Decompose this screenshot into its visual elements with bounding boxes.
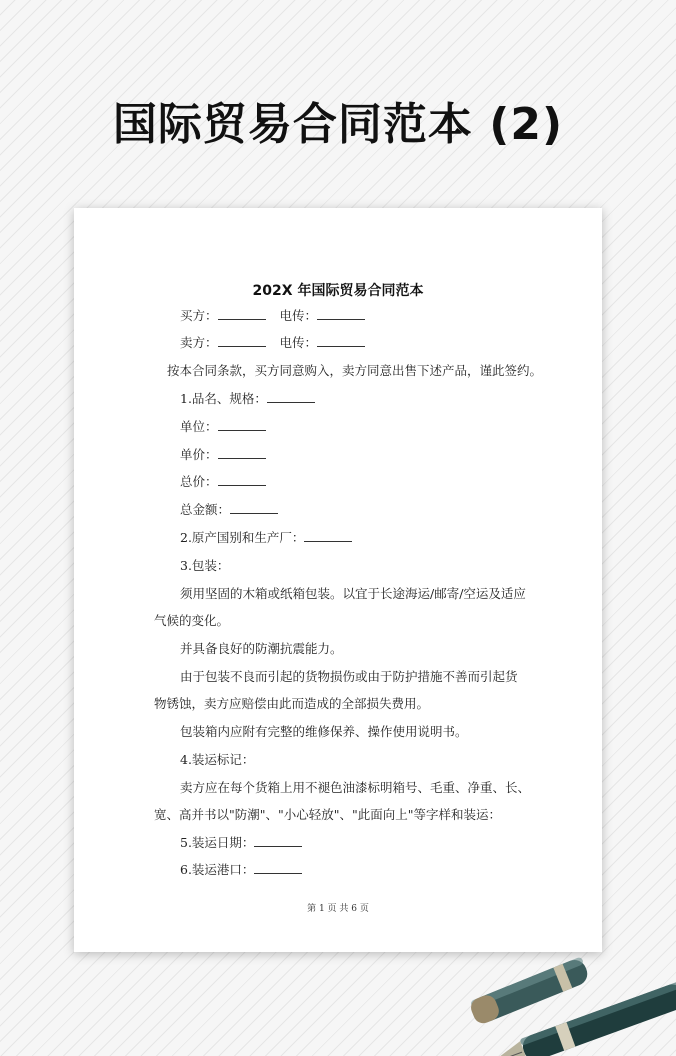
fountain-pen-image: [460, 940, 676, 1056]
page-footer: 第 1 页 共 6 页: [307, 904, 369, 914]
buyer-label: 买方：: [180, 308, 218, 323]
item-1-blank: [267, 390, 315, 403]
unit-blank: [218, 418, 266, 431]
item-5-label: 5.装运日期：: [180, 835, 255, 850]
packing-paragraph-4: 包装箱内应附有完整的维修保养、操作使用说明书。: [180, 724, 468, 739]
item-2-blank: [304, 529, 352, 542]
packing-paragraph-2: 并具备良好的防潮抗震能力。: [180, 641, 343, 656]
total-price-line: [180, 472, 266, 490]
seller-line: [180, 333, 365, 351]
packing-text: 须用坚固的木箱或纸箱包装。以宜于长途海运/邮寄/空运及适应: [180, 586, 526, 601]
packing-paragraph-1-line-2: 气候的变化。: [154, 613, 230, 628]
item-3: 3.包装：: [180, 558, 230, 573]
total-price-label: 总价：: [180, 474, 218, 489]
buyer-fax-blank: [317, 307, 365, 320]
document-page: [74, 208, 602, 952]
item-2: [180, 528, 352, 546]
page-title: 国际贸易合同范本 (2): [112, 99, 564, 150]
item-4: 4.装运标记：: [180, 752, 255, 767]
unit-price-line: [180, 445, 266, 463]
item-6-blank: [254, 861, 302, 874]
packing-paragraph-1-line-1: [154, 584, 526, 602]
seller-fax-blank: [317, 334, 365, 347]
item-5: [180, 833, 302, 851]
total-amount-label: 总金额：: [180, 502, 231, 517]
item-5-blank: [254, 834, 302, 847]
marking-line-1: 卖方应在每个货箱上用不褪色油漆标明箱号、毛重、净重、长、: [180, 780, 531, 795]
item-1: [180, 389, 315, 407]
item-6-label: 6.装运港口：: [180, 862, 255, 877]
buyer-line: [180, 306, 365, 324]
item-1-label: 1.品名、规格：: [180, 391, 267, 406]
pen-icon: [460, 940, 676, 1056]
item-6: [180, 860, 302, 878]
unit-line: [180, 417, 266, 435]
document-title: 202X 年国际贸易合同范本: [252, 283, 424, 299]
unit-label: 单位：: [180, 419, 218, 434]
intro-paragraph: 按本合同条款，买方同意购入，卖方同意出售下述产品，谨此签约。: [167, 363, 543, 378]
seller-blank: [218, 334, 266, 347]
seller-fax-label: 电传：: [279, 335, 318, 350]
total-amount-line: [180, 500, 278, 518]
packing-paragraph-3-line-2: 物锈蚀，卖方应赔偿由此而造成的全部损失费用。: [154, 696, 430, 711]
seller-label: 卖方：: [180, 335, 218, 350]
buyer-fax-label: 电传：: [279, 308, 318, 323]
unit-price-label: 单价：: [180, 447, 218, 462]
total-price-blank: [218, 473, 266, 486]
total-amount-blank: [230, 501, 278, 514]
marking-line-2: 宽、高并书以"防潮"、"小心轻放"、"此面向上"等字样和装运：: [154, 807, 501, 822]
unit-price-blank: [218, 446, 266, 459]
buyer-blank: [218, 307, 266, 320]
packing-paragraph-3-line-1: 由于包装不良而引起的货物损伤或由于防护措施不善而引起货: [180, 669, 518, 684]
item-2-label: 2.原产国别和生产厂：: [180, 530, 305, 545]
